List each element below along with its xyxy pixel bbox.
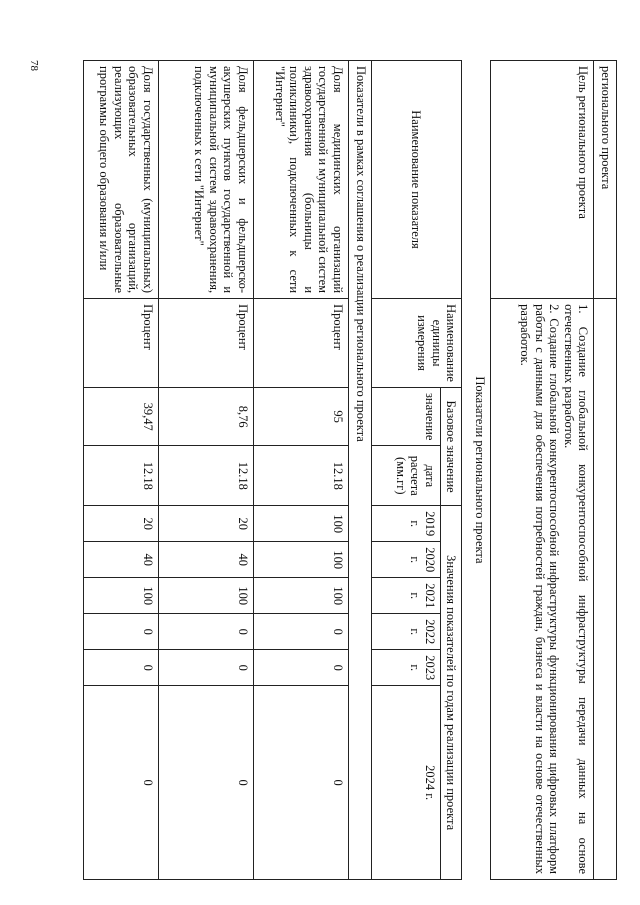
document-body bbox=[72, 60, 617, 880]
indicator-value-2020: 40 bbox=[83, 542, 158, 578]
indicator-unit: Процент bbox=[158, 299, 253, 388]
header-year-2024: 2024 г. bbox=[371, 686, 440, 880]
indicator-value-2019: 20 bbox=[83, 506, 158, 542]
header-base: Базовое значение bbox=[440, 387, 461, 505]
table-row bbox=[83, 61, 158, 880]
top-row-right bbox=[594, 299, 617, 880]
indicator-value-2022: 0 bbox=[158, 614, 253, 650]
header-year-2022: 2022 г. bbox=[371, 614, 440, 650]
table-row bbox=[158, 61, 253, 880]
indicators-title: Показатели регионального проекта bbox=[462, 61, 491, 880]
indicator-base-date: 12.18 bbox=[83, 446, 158, 506]
indicator-base-date: 12.18 bbox=[253, 446, 348, 506]
section-title: Показатели в рамках соглашения о реализации регионального проекта bbox=[348, 61, 371, 880]
indicators-title-row bbox=[462, 61, 491, 880]
indicator-value-2021: 100 bbox=[83, 578, 158, 614]
indicator-value-2022: 0 bbox=[253, 614, 348, 650]
header-year-2021: 2021 г. bbox=[371, 578, 440, 614]
header-unit: Наименование единицы измерения bbox=[371, 299, 461, 388]
indicator-value-2023: 0 bbox=[83, 650, 158, 686]
section-title-row bbox=[348, 61, 371, 880]
indicator-value-2023: 0 bbox=[253, 650, 348, 686]
project-table bbox=[83, 60, 617, 880]
header-year-2019: 2019 г. bbox=[371, 506, 440, 542]
indicator-value-2020: 40 bbox=[158, 542, 253, 578]
indicator-base-value: 95 bbox=[253, 387, 348, 445]
indicator-value-2023: 0 bbox=[158, 650, 253, 686]
indicator-value-2022: 0 bbox=[83, 614, 158, 650]
goal-item-2: 2. Создание глобальной конкурентоспособной инфраструктуры функционирования цифровых платформ работы с данными для обеспечения потребностей граждан, бизнеса и власти на основе отечественных разработок. bbox=[518, 304, 562, 874]
indicator-name: Доля медицинских организаций государственной и муниципальной систем здравоохранения (больницы и поликлиники), подключенных к сети "Интернет" bbox=[253, 61, 348, 299]
indicator-value-2021: 100 bbox=[158, 578, 253, 614]
indicator-value-2019: 100 bbox=[253, 506, 348, 542]
header-year-2023: 2023 г. bbox=[371, 650, 440, 686]
indicator-unit: Процент bbox=[83, 299, 158, 388]
indicator-value-2020: 100 bbox=[253, 542, 348, 578]
indicator-value-2024: 0 bbox=[83, 686, 158, 880]
header-name: Наименование показателя bbox=[371, 61, 461, 299]
goal-item-1: 1. Создание глобальной конкурентоспособной инфраструктуры передачи данных на основе отечественных разработок. bbox=[561, 304, 590, 874]
header-base-value: значение bbox=[371, 387, 440, 445]
table-row bbox=[253, 61, 348, 880]
indicator-value-2024: 0 bbox=[158, 686, 253, 880]
header-by-year: Значения показателей по годам реализации проекта bbox=[440, 506, 461, 880]
indicator-name: Доля государственных (муниципальных) образовательных организаций, реализующих образовательные программы общего образования и/или bbox=[83, 61, 158, 299]
header-year-2020: 2020 г. bbox=[371, 542, 440, 578]
indicator-name: Доля фельдшерских и фельдшерско-акушерских пунктов государственной и муниципальной систем здравоохранения, подключенных к сети "Интернет" bbox=[158, 61, 253, 299]
header-row-1 bbox=[440, 61, 461, 880]
indicator-value-2019: 20 bbox=[158, 506, 253, 542]
indicator-base-date: 12.18 bbox=[158, 446, 253, 506]
indicator-value-2021: 100 bbox=[253, 578, 348, 614]
rotated-page bbox=[72, 60, 617, 880]
indicator-base-value: 8,76 bbox=[158, 387, 253, 445]
goal-label: Цель регионального проекта bbox=[491, 61, 594, 299]
header-base-date: дата расчета (мм.гг) bbox=[371, 446, 440, 506]
top-row bbox=[594, 61, 617, 880]
page-number: 78 bbox=[28, 60, 40, 71]
top-row-left: регионального проекта bbox=[594, 61, 617, 299]
indicator-base-value: 39,47 bbox=[83, 387, 158, 445]
goal-text bbox=[491, 299, 594, 880]
indicator-unit: Процент bbox=[253, 299, 348, 388]
goal-row bbox=[491, 61, 594, 880]
indicator-value-2024: 0 bbox=[253, 686, 348, 880]
